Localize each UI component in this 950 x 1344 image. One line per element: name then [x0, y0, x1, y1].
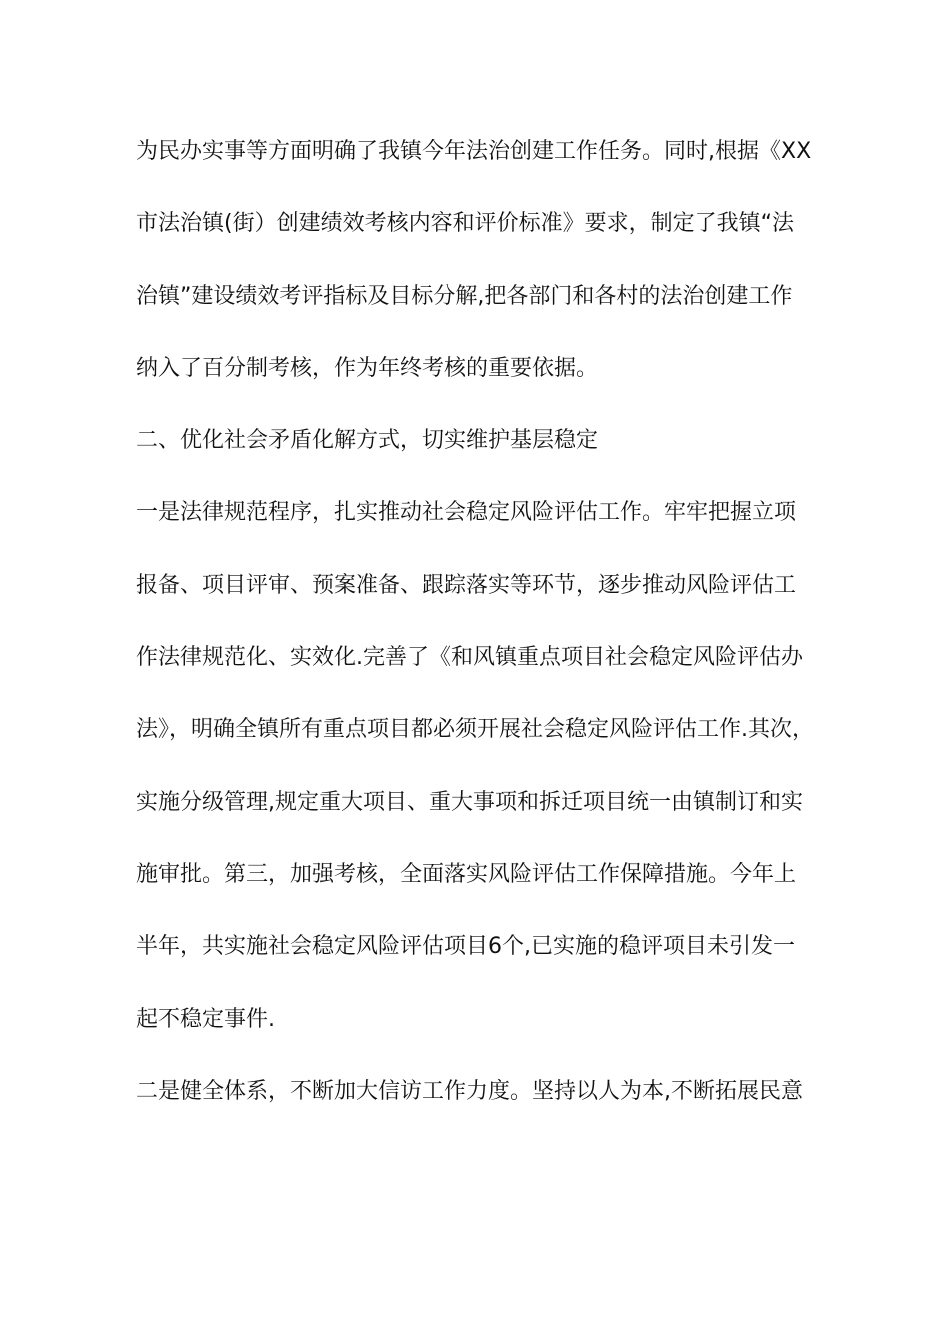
text-line: 一是法律规范程序，扎实推动社会稳定风险评估工作。牢牢把握立项 — [136, 500, 797, 526]
text-line: 报备、项目评审、预案准备、跟踪落实等环节，逐步推动风险评估工 — [136, 572, 797, 598]
text-line: 半年，共实施社会稳定风险评估项目6个,已实施的稳评项目未引发一 — [136, 934, 795, 960]
text-line: 起不稳定事件. — [136, 1006, 275, 1032]
document-body — [136, 140, 826, 1152]
text-line: 市法治镇(街）创建绩效考核内容和评价标准》要求，制定了我镇“法 — [136, 211, 794, 237]
text-line: 为民办实事等方面明确了我镇今年法治创建工作任务。同时,根据《XX — [136, 139, 812, 164]
text-line: 作法律规范化、实效化.完善了《和风镇重点项目社会稳定风险评估办 — [136, 645, 803, 671]
text-line: 施审批。第三，加强考核，全面落实风险评估工作保障措施。今年上 — [136, 861, 797, 887]
section-heading: 二、优化社会矛盾化解方式，切实维护基层稳定 — [136, 428, 599, 454]
text-line: 法》，明确全镇所有重点项目都必须开展社会稳定风险评估工作.其次， — [136, 717, 814, 743]
text-line: 治镇”建设绩效考评指标及目标分解,把各部门和各村的法治创建工作 — [136, 283, 793, 309]
text-line: 二是健全体系，不断加大信访工作力度。坚持以人为本,不断拓展民意 — [136, 1078, 803, 1104]
text-line: 纳入了百分制考核，作为年终考核的重要依据。 — [136, 355, 599, 381]
text-line: 实施分级管理,规定重大项目、重大事项和拆迁项目统一由镇制订和实 — [136, 789, 803, 815]
